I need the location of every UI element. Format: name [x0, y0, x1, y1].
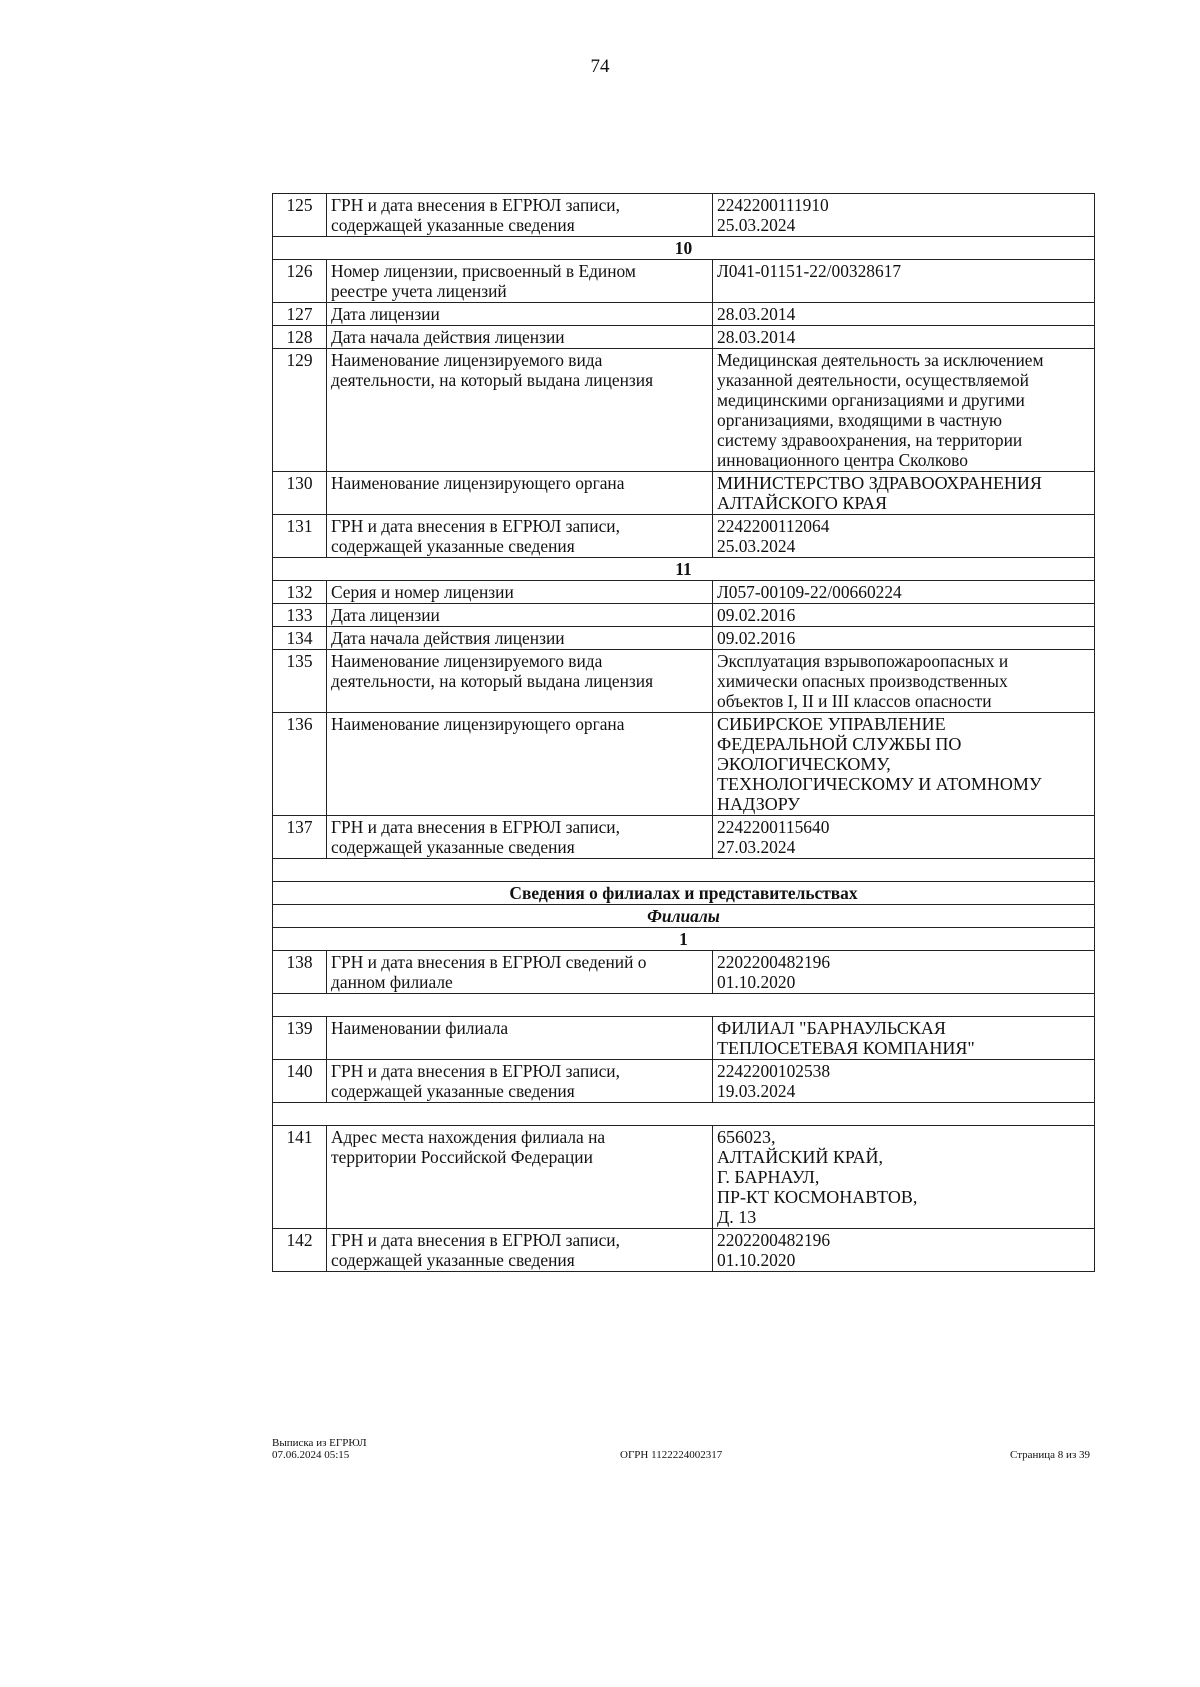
row-value: 09.02.2016 [713, 627, 1095, 650]
egrul-extract-table [272, 193, 1095, 1272]
table-row [273, 816, 1095, 859]
table-row [273, 627, 1095, 650]
row-number: 141 [273, 1126, 327, 1229]
row-number: 139 [273, 1017, 327, 1060]
row-number: 140 [273, 1060, 327, 1103]
branches-heading: Сведения о филиалах и представительствах [273, 882, 1095, 905]
table-row [273, 260, 1095, 303]
section-row [273, 905, 1095, 928]
row-label: ГРН и дата внесения в ЕГРЮЛ записи, содержащей указанные сведения [327, 1060, 713, 1103]
row-value: Медицинская деятельность за исключением указанной деятельности, осуществляемой медицинскими организациями и другими организациями, входящими в частную систему здравоохранения, на территории инновационного центра Сколково [713, 349, 1095, 472]
spacer-cell [273, 994, 1095, 1017]
row-value: 656023, АЛТАЙСКИЙ КРАЙ, Г. БАРНАУЛ, ПР-КТ КОСМОНАВТОВ, Д. 13 [713, 1126, 1095, 1229]
row-label: Дата лицензии [327, 604, 713, 627]
row-value: СИБИРСКОЕ УПРАВЛЕНИЕ ФЕДЕРАЛЬНОЙ СЛУЖБЫ ПО ЭКОЛОГИЧЕСКОМУ, ТЕХНОЛОГИЧЕСКОМУ И АТОМНОМУ НАДЗОРУ [713, 713, 1095, 816]
row-number: 133 [273, 604, 327, 627]
spacer-row [273, 1103, 1095, 1126]
section-row [273, 882, 1095, 905]
row-label: Номер лицензии, присвоенный в Едином реестре учета лицензий [327, 260, 713, 303]
footer-doc-info [272, 1437, 367, 1461]
row-number: 129 [273, 349, 327, 472]
row-label: Наименование лицензирующего органа [327, 472, 713, 515]
row-value: 2202200482196 01.10.2020 [713, 951, 1095, 994]
footer-doc-datetime: 07.06.2024 05:15 [272, 1449, 350, 1461]
table-row [273, 515, 1095, 558]
row-value: МИНИСТЕРСТВО ЗДРАВООХРАНЕНИЯ АЛТАЙСКОГО КРАЯ [713, 472, 1095, 515]
spacer-row [273, 994, 1095, 1017]
row-label: Серия и номер лицензии [327, 581, 713, 604]
table-row [273, 713, 1095, 816]
footer-page-counter: Страница 8 из 39 [1010, 1449, 1091, 1461]
row-value: Л041-01151-22/00328617 [713, 260, 1095, 303]
table-row [273, 604, 1095, 627]
row-value: 28.03.2014 [713, 326, 1095, 349]
row-number: 135 [273, 650, 327, 713]
row-number: 138 [273, 951, 327, 994]
row-value: ФИЛИАЛ "БАРНАУЛЬСКАЯ ТЕПЛОСЕТЕВАЯ КОМПАНИЯ" [713, 1017, 1095, 1060]
section-number: 11 [273, 558, 1095, 581]
row-value: 2242200102538 19.03.2024 [713, 1060, 1095, 1103]
row-label: Адрес места нахождения филиала на территории Российской Федерации [327, 1126, 713, 1229]
row-value: 09.02.2016 [713, 604, 1095, 627]
row-label: Наименование лицензирующего органа [327, 713, 713, 816]
footer-doc-title: Выписка из ЕГРЮЛ [272, 1437, 367, 1449]
row-label: Дата лицензии [327, 303, 713, 326]
row-label: ГРН и дата внесения в ЕГРЮЛ записи, содержащей указанные сведения [327, 515, 713, 558]
row-value: Эксплуатация взрывопожароопасных и химически опасных производственных объектов I, II и III классов опасности [713, 650, 1095, 713]
section-number: 1 [273, 928, 1095, 951]
row-number: 125 [273, 194, 327, 237]
filialy-heading: Филиалы [273, 905, 1095, 928]
row-label: ГРН и дата внесения в ЕГРЮЛ сведений о данном филиале [327, 951, 713, 994]
row-number: 127 [273, 303, 327, 326]
row-number: 131 [273, 515, 327, 558]
row-number: 132 [273, 581, 327, 604]
table-row [273, 650, 1095, 713]
row-value: 2242200115640 27.03.2024 [713, 816, 1095, 859]
row-number: 137 [273, 816, 327, 859]
table-row [273, 1126, 1095, 1229]
row-value: Л057-00109-22/00660224 [713, 581, 1095, 604]
row-number: 128 [273, 326, 327, 349]
page-number: 74 [590, 56, 610, 77]
row-number: 130 [273, 472, 327, 515]
table-row [273, 194, 1095, 237]
row-label: ГРН и дата внесения в ЕГРЮЛ записи, содержащей указанные сведения [327, 194, 713, 237]
row-value: 2242200112064 25.03.2024 [713, 515, 1095, 558]
footer-ogrn: ОГРН 1122224002317 [620, 1449, 723, 1461]
row-label: Дата начала действия лицензии [327, 627, 713, 650]
section-row [273, 928, 1095, 951]
section-row [273, 558, 1095, 581]
section-number: 10 [273, 237, 1095, 260]
row-number: 142 [273, 1229, 327, 1272]
row-label: Дата начала действия лицензии [327, 326, 713, 349]
spacer-row [273, 859, 1095, 882]
table-row [273, 951, 1095, 994]
row-value: 28.03.2014 [713, 303, 1095, 326]
row-label: ГРН и дата внесения в ЕГРЮЛ записи, содержащей указанные сведения [327, 816, 713, 859]
row-value: 2202200482196 01.10.2020 [713, 1229, 1095, 1272]
row-label: Наименовании филиала [327, 1017, 713, 1060]
table-row [273, 581, 1095, 604]
table-row [273, 349, 1095, 472]
row-number: 136 [273, 713, 327, 816]
row-value: 2242200111910 25.03.2024 [713, 194, 1095, 237]
table-row [273, 472, 1095, 515]
row-label: ГРН и дата внесения в ЕГРЮЛ записи, содержащей указанные сведения [327, 1229, 713, 1272]
row-label: Наименование лицензируемого вида деятельности, на который выдана лицензия [327, 349, 713, 472]
table-row [273, 1060, 1095, 1103]
table-row [273, 326, 1095, 349]
row-number: 126 [273, 260, 327, 303]
spacer-cell [273, 859, 1095, 882]
spacer-cell [273, 1103, 1095, 1126]
row-number: 134 [273, 627, 327, 650]
row-label: Наименование лицензируемого вида деятельности, на который выдана лицензия [327, 650, 713, 713]
table-row [273, 303, 1095, 326]
section-row [273, 237, 1095, 260]
table-row [273, 1229, 1095, 1272]
table-row [273, 1017, 1095, 1060]
